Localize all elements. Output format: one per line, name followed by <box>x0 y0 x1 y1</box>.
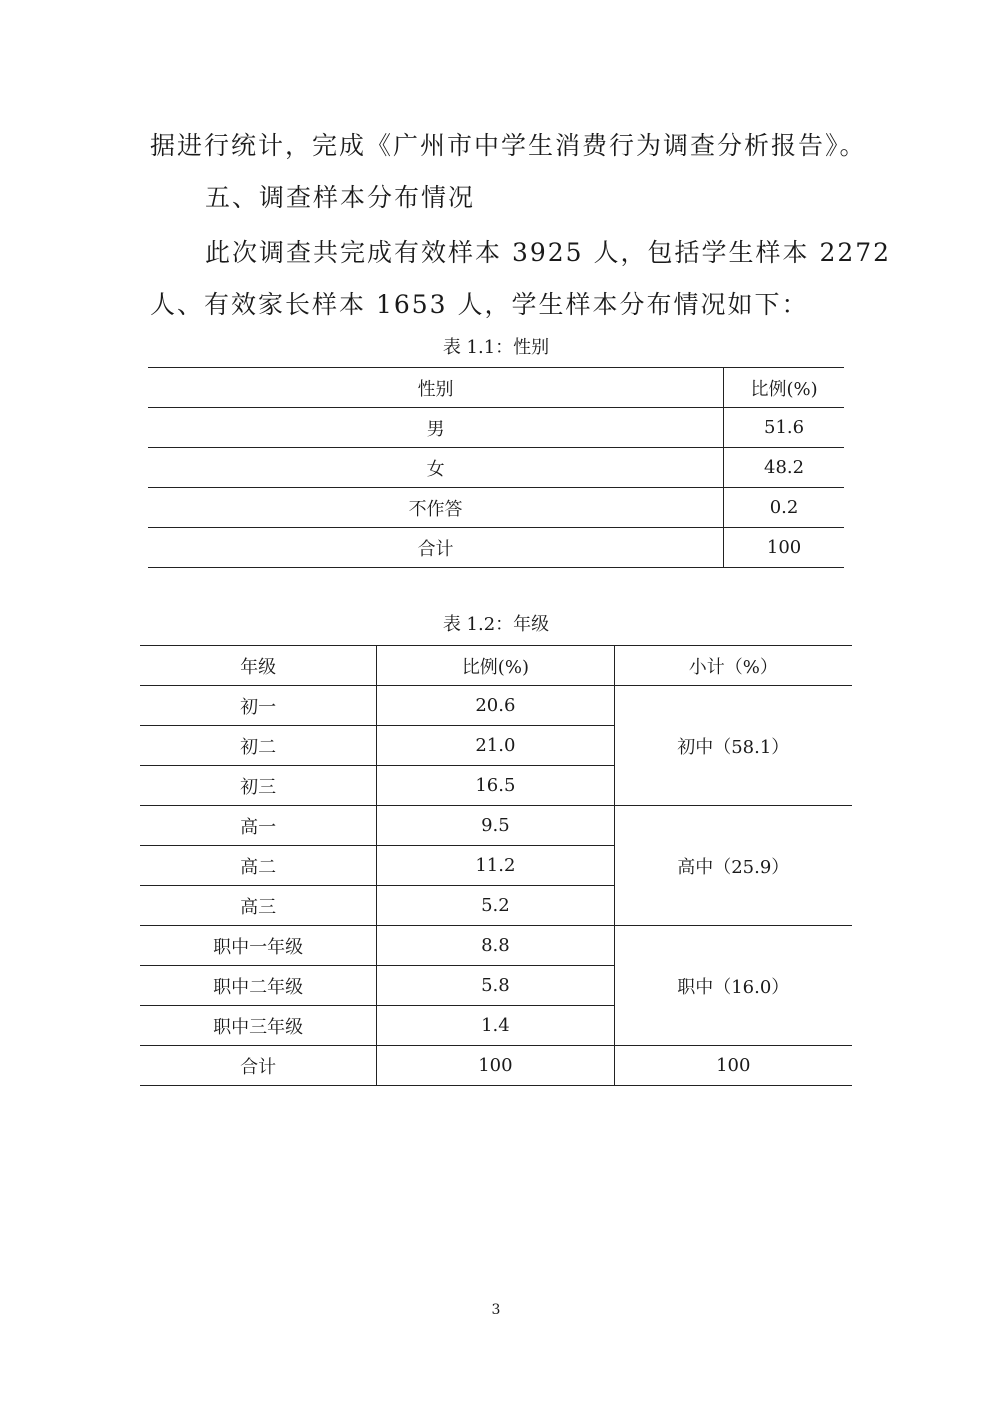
body-paragraph-line: 人、有效家长样本 1653 人，学生样本分布情况如下： <box>150 290 809 319</box>
table-header-row <box>148 368 844 408</box>
table-cell: 21.0 <box>377 726 614 766</box>
header-cell: 性别 <box>148 368 724 408</box>
table-cell: 8.8 <box>377 926 614 966</box>
table-cell: 100 <box>614 1046 852 1086</box>
table-cell: 高二 <box>140 846 377 886</box>
body-paragraph-line: 据进行统计，完成《广州市中学生消费行为调查分析报告》。 <box>150 131 867 160</box>
section-heading: 五、调查样本分布情况 <box>205 183 476 212</box>
table-row <box>140 686 852 726</box>
table-cell: 职中一年级 <box>140 926 377 966</box>
gender-table <box>148 367 844 568</box>
table-cell: 合计 <box>140 1046 377 1086</box>
table-cell: 9.5 <box>377 806 614 846</box>
table-caption: 表 1.2：年级 <box>442 614 550 635</box>
table-cell: 100 <box>377 1046 614 1086</box>
table-header-row <box>140 646 852 686</box>
table-row <box>148 408 844 448</box>
table-cell: 100 <box>724 528 844 568</box>
table-row <box>140 806 852 846</box>
table-cell: 51.6 <box>724 408 844 448</box>
page-number: 3 <box>491 1302 501 1318</box>
table-cell: 初二 <box>140 726 377 766</box>
subtotal-cell: 职中（16.0） <box>614 926 852 1046</box>
table-cell: 职中二年级 <box>140 966 377 1006</box>
header-cell: 比例(%) <box>724 368 844 408</box>
table-cell: 0.2 <box>724 488 844 528</box>
subtotal-cell: 高中（25.9） <box>614 806 852 926</box>
table-cell: 48.2 <box>724 448 844 488</box>
table-cell: 5.8 <box>377 966 614 1006</box>
table-cell: 高三 <box>140 886 377 926</box>
table-row <box>148 528 844 568</box>
table-row <box>140 926 852 966</box>
table-cell: 11.2 <box>377 846 614 886</box>
table-cell: 合计 <box>148 528 724 568</box>
table-cell: 20.6 <box>377 686 614 726</box>
table-row <box>148 488 844 528</box>
table-cell: 职中三年级 <box>140 1006 377 1046</box>
table-cell: 5.2 <box>377 886 614 926</box>
table-cell: 1.4 <box>377 1006 614 1046</box>
table-cell: 初一 <box>140 686 377 726</box>
subtotal-cell: 初中（58.1） <box>614 686 852 806</box>
body-paragraph-line: 此次调查共完成有效样本 3925 人，包括学生样本 2272 <box>205 238 892 267</box>
table-cell: 女 <box>148 448 724 488</box>
table-cell: 16.5 <box>377 766 614 806</box>
table-row <box>148 448 844 488</box>
table-cell: 高一 <box>140 806 377 846</box>
table-cell: 男 <box>148 408 724 448</box>
table-cell: 不作答 <box>148 488 724 528</box>
grade-table <box>140 645 852 1086</box>
table-caption: 表 1.1：性别 <box>442 337 550 358</box>
header-cell: 比例(%) <box>377 646 614 686</box>
header-cell: 小计（%） <box>614 646 852 686</box>
header-cell: 年级 <box>140 646 377 686</box>
table-cell: 初三 <box>140 766 377 806</box>
table-total-row <box>140 1046 852 1086</box>
